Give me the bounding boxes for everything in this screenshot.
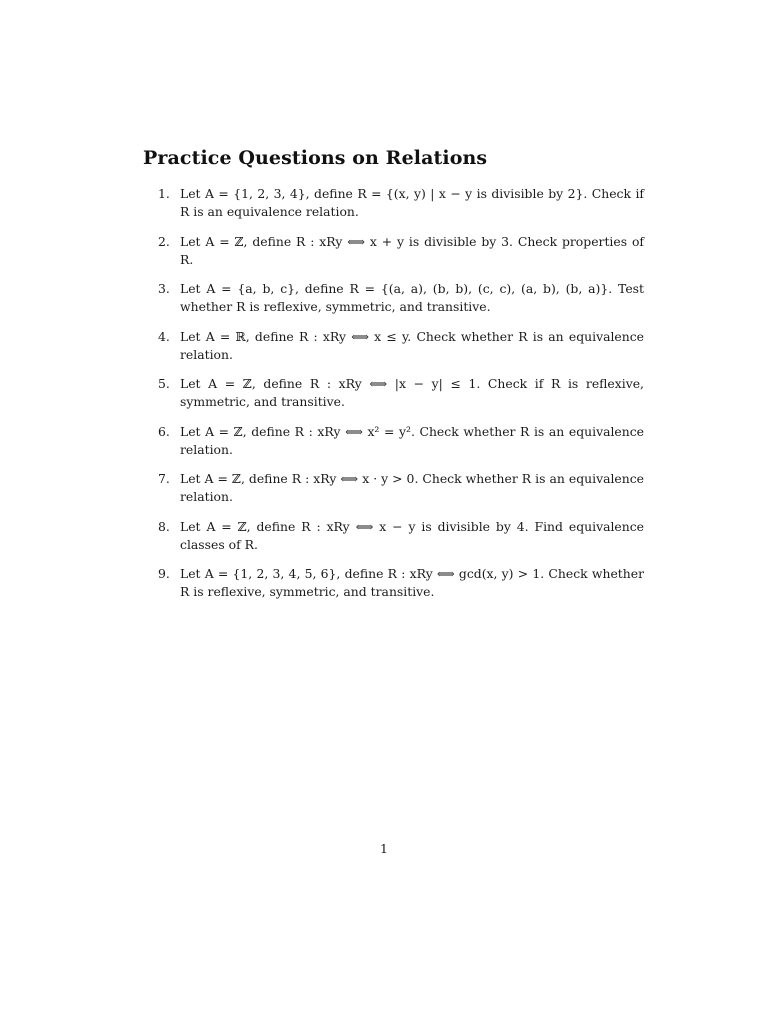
question-item (158, 470, 644, 506)
question-text: Let A = {1, 2, 3, 4}, define R = {(x, y) | x − y is divisible by 2}. Check if R is an equivalence relation. (180, 186, 644, 219)
question-text: Let A = ℤ, define R : xRy ⟺ x · y > 0. Check whether R is an equivalence relation. (180, 471, 644, 504)
question-item (158, 185, 644, 221)
question-number: 7. (158, 471, 170, 486)
question-text: Let A = {1, 2, 3, 4, 5, 6}, define R : xRy ⟺ gcd(x, y) > 1. Check whether R is reflexive, symmetric, and transitive. (180, 566, 644, 599)
question-text: Let A = ℤ, define R : xRy ⟺ |x − y| ≤ 1. Check if R is reflexive, symmetric, and transitive. (180, 376, 644, 409)
question-number: 4. (158, 328, 170, 344)
question-item (158, 328, 644, 364)
question-number: 8. (158, 518, 170, 534)
question-number: 6. (158, 423, 170, 439)
question-text: Let A = {a, b, c}, define R = {(a, a), (b, b), (c, c), (a, b), (b, a)}. Test whether R is reflexive, symmetric, and transitive. (180, 281, 644, 314)
page-title: Practice Questions on Relations (143, 147, 488, 169)
question-item (158, 233, 644, 269)
question-item (158, 565, 644, 601)
question-item (158, 375, 644, 411)
question-list (158, 185, 644, 613)
question-number: 5. (158, 376, 170, 391)
question-item (158, 423, 644, 459)
question-item (158, 518, 644, 554)
question-text: Let A = ℤ, define R : xRy ⟺ x + y is divisible by 3. Check properties of R. (180, 233, 644, 267)
question-number: 1. (158, 186, 170, 201)
page-number: 1 (380, 841, 388, 856)
question-text: Let A = ℤ, define R : xRy ⟺ x − y is divisible by 4. Find equivalence classes of R. (180, 518, 644, 552)
question-number: 3. (158, 281, 170, 296)
question-number: 9. (158, 566, 170, 581)
question-number: 2. (158, 233, 170, 249)
question-item (158, 280, 644, 316)
question-text: Let A = ℤ, define R : xRy ⟺ x² = y². Check whether R is an equivalence relation. (180, 423, 644, 457)
question-text: Let A = ℝ, define R : xRy ⟺ x ≤ y. Check whether R is an equivalence relation. (180, 328, 644, 362)
